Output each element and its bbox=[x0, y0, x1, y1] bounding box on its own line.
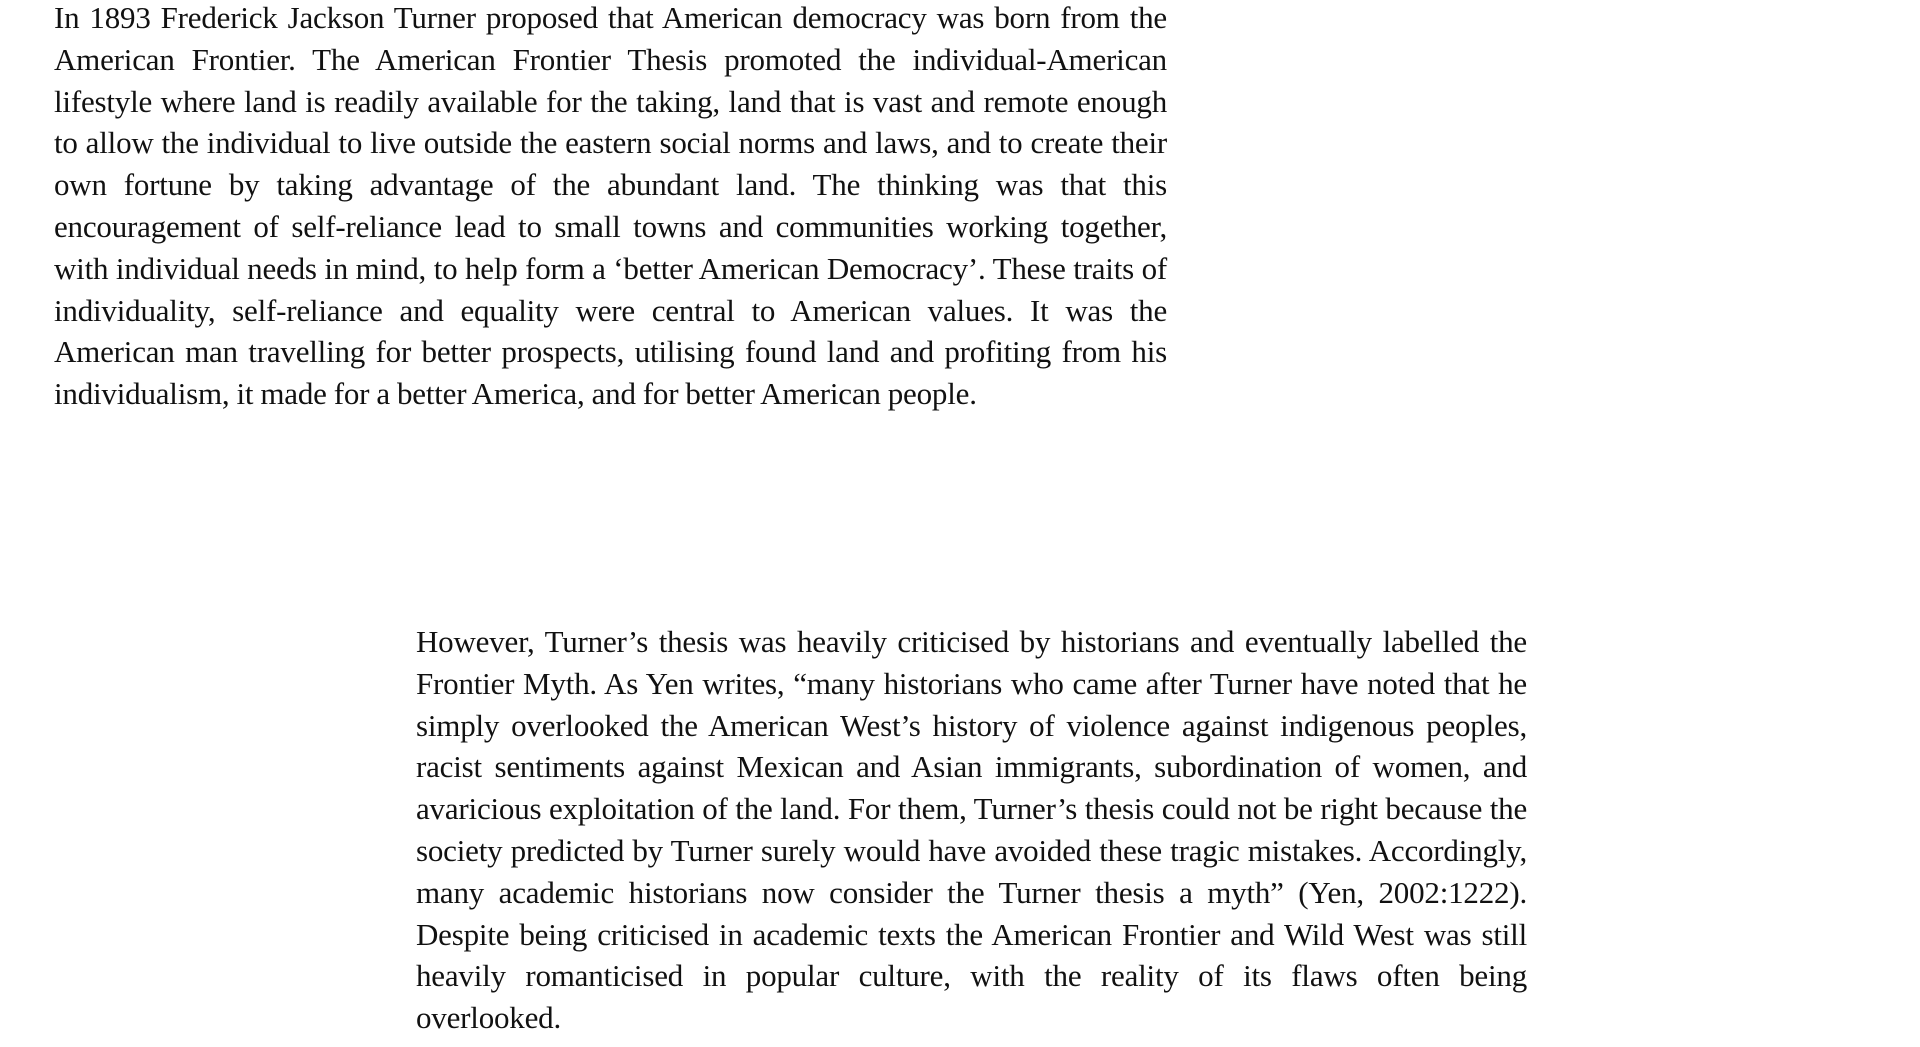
paragraph-frontier-thesis: In 1893 Frederick Jackson Turner proposed that American democracy was born from the American Frontier. The American Frontier Thesis promoted the individual-American lifestyle where land is readily available for the taking, land that is vast and remote enough to allow the individual to live outside the eastern social norms and laws, and to create their own fortune by taking advantage of the abundant land. The thinking was that this encouragement of self-reliance lead to small towns and communities working together, with individual needs in mind, to help form a ‘better American Democracy’. These traits of individuality, self-reliance and equality were central to American values. It was the American man travelling for better prospects, utilising found land and profiting from his individualism, it made for a better America, and for better American people. bbox=[54, 0, 1167, 412]
paragraph-frontier-myth: However, Turner’s thesis was heavily criticised by historians and eventually labelled the Frontier Myth. As Yen writes, “many historians who came after Turner have noted that he simply overlooked the American West’s history of violence against indigenous peoples, racist sentiments against Mexican and Asian immigrants, subordination of women, and avaricious exploitation of the land. For them, Turner’s thesis could not be right because the society predicted by Turner surely would have avoided these tragic mistakes. Accordingly, many academic historians now consider the Turner thesis a myth” (Yen, 2002:1222). Despite being criticised in academic texts the American Frontier and Wild West was still heavily romanticised in popular culture, with the reality of its flaws often being overlooked. bbox=[416, 624, 1527, 1036]
